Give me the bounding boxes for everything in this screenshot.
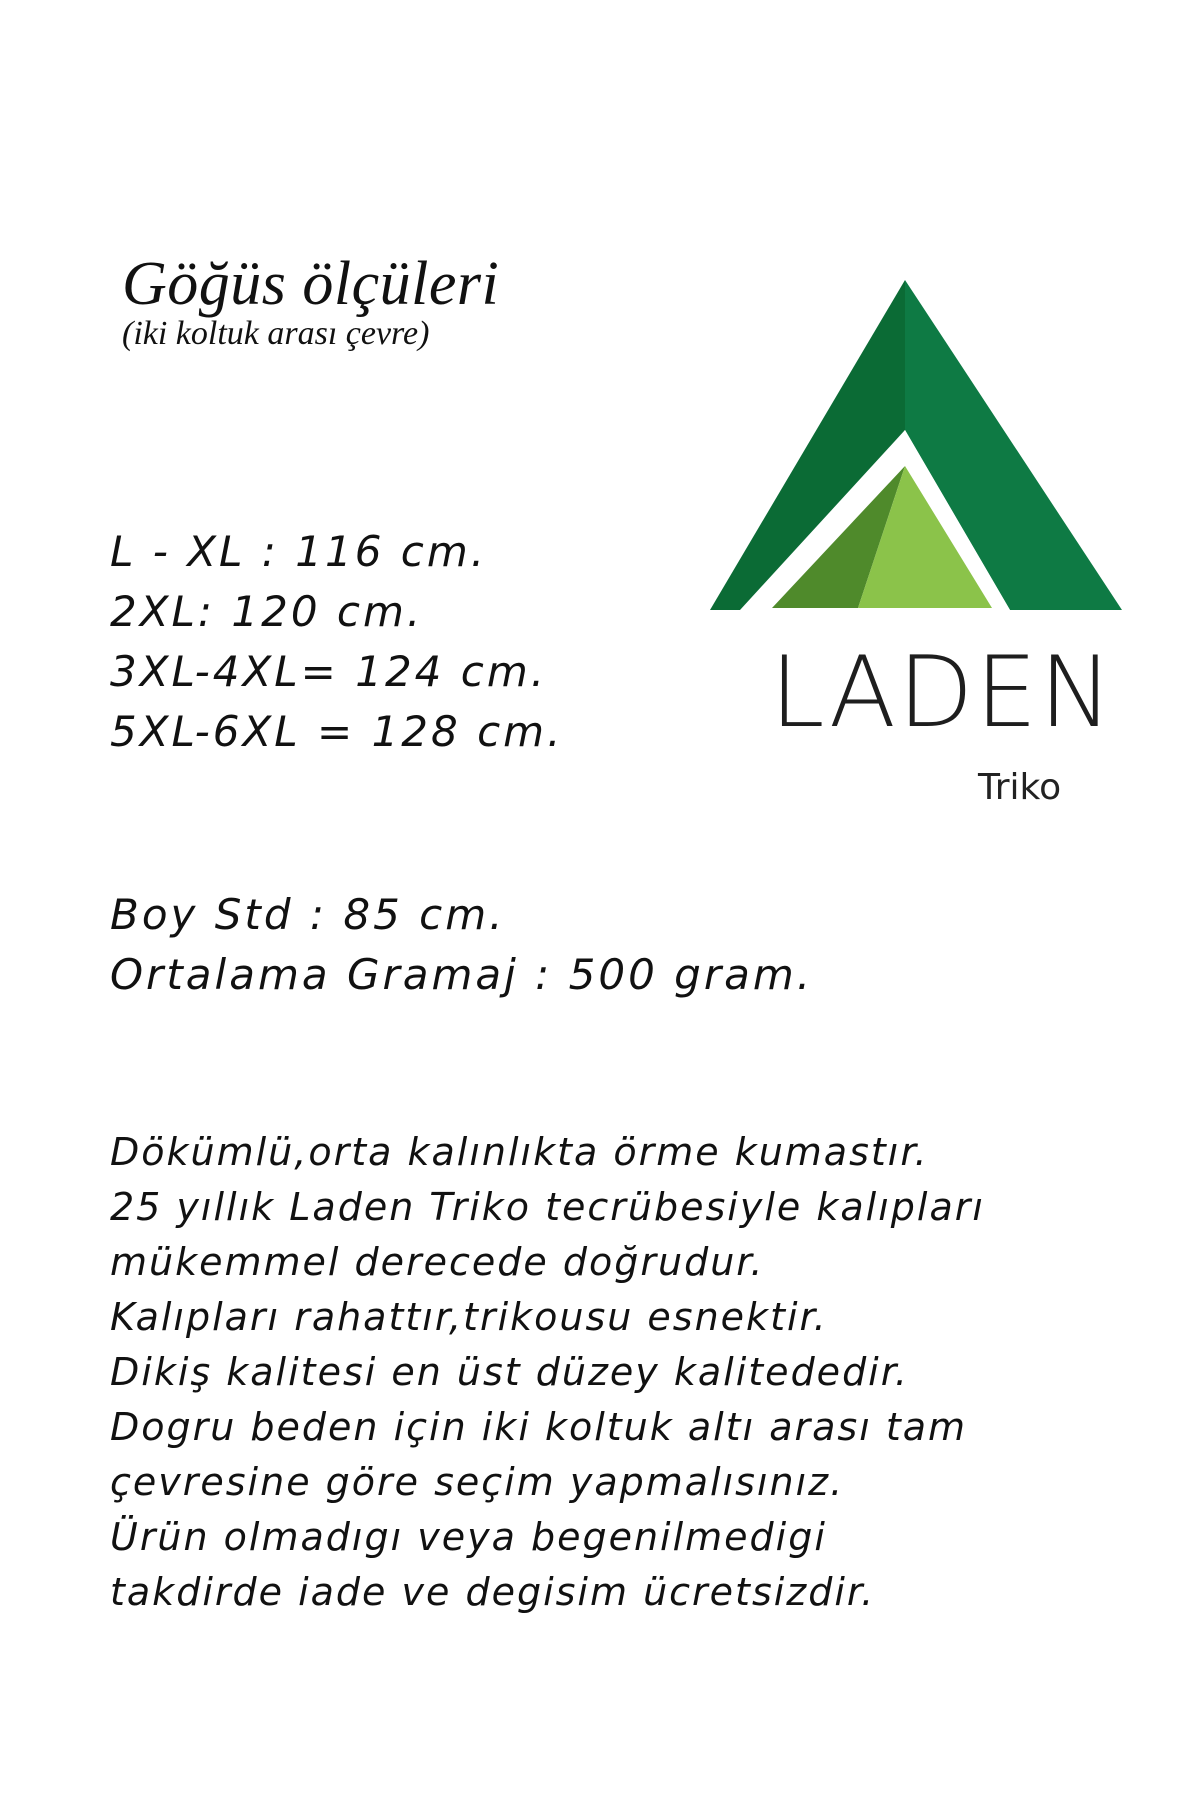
spec-weight: Ortalama Gramaj : 500 gram.	[110, 950, 814, 999]
logo-tagline: Triko	[978, 767, 1062, 808]
size-list	[110, 522, 563, 762]
laden-logo	[680, 270, 1140, 830]
description-line: Dökümlü,orta kalınlıkta örme kumastır.	[110, 1130, 929, 1174]
heading-subtitle: (iki koltuk arası çevre)	[122, 315, 430, 352]
size-line-5xl-6xl: 5XL-6XL = 128 cm.	[110, 707, 564, 756]
description-line: çevresine göre seçim yapmalısınız.	[110, 1460, 845, 1504]
size-line-l-xl: L - XL : 116 cm.	[110, 527, 488, 576]
description-line: Dikiş kalitesi en üst düzey kalitededir.	[110, 1350, 909, 1394]
product-description	[110, 1125, 985, 1620]
description-line: mükemmel derecede doğrudur.	[110, 1240, 765, 1284]
size-line-2xl: 2XL: 120 cm.	[110, 587, 424, 636]
description-line: Dogru beden için iki koltuk altı arası tam	[110, 1405, 968, 1449]
spec-list	[110, 885, 813, 1005]
size-line-3xl-4xl: 3XL-4XL= 124 cm.	[110, 647, 548, 696]
heading-title: Göğüs ölçüleri	[122, 250, 500, 318]
spec-length: Boy Std : 85 cm.	[110, 890, 506, 939]
size-heading	[122, 248, 642, 354]
logo-wordmark: LADEN	[770, 636, 1115, 750]
description-line: Ürün olmadıgı veya begenilmedigi	[110, 1515, 827, 1559]
description-line: 25 yıllık Laden Triko tecrübesiyle kalıpları	[110, 1185, 985, 1229]
description-line: Kalıpları rahattır,trikousu esnektir.	[110, 1295, 828, 1339]
mountain-logo-icon	[680, 270, 1140, 630]
description-line: takdirde iade ve degisim ücretsizdir.	[110, 1570, 876, 1614]
